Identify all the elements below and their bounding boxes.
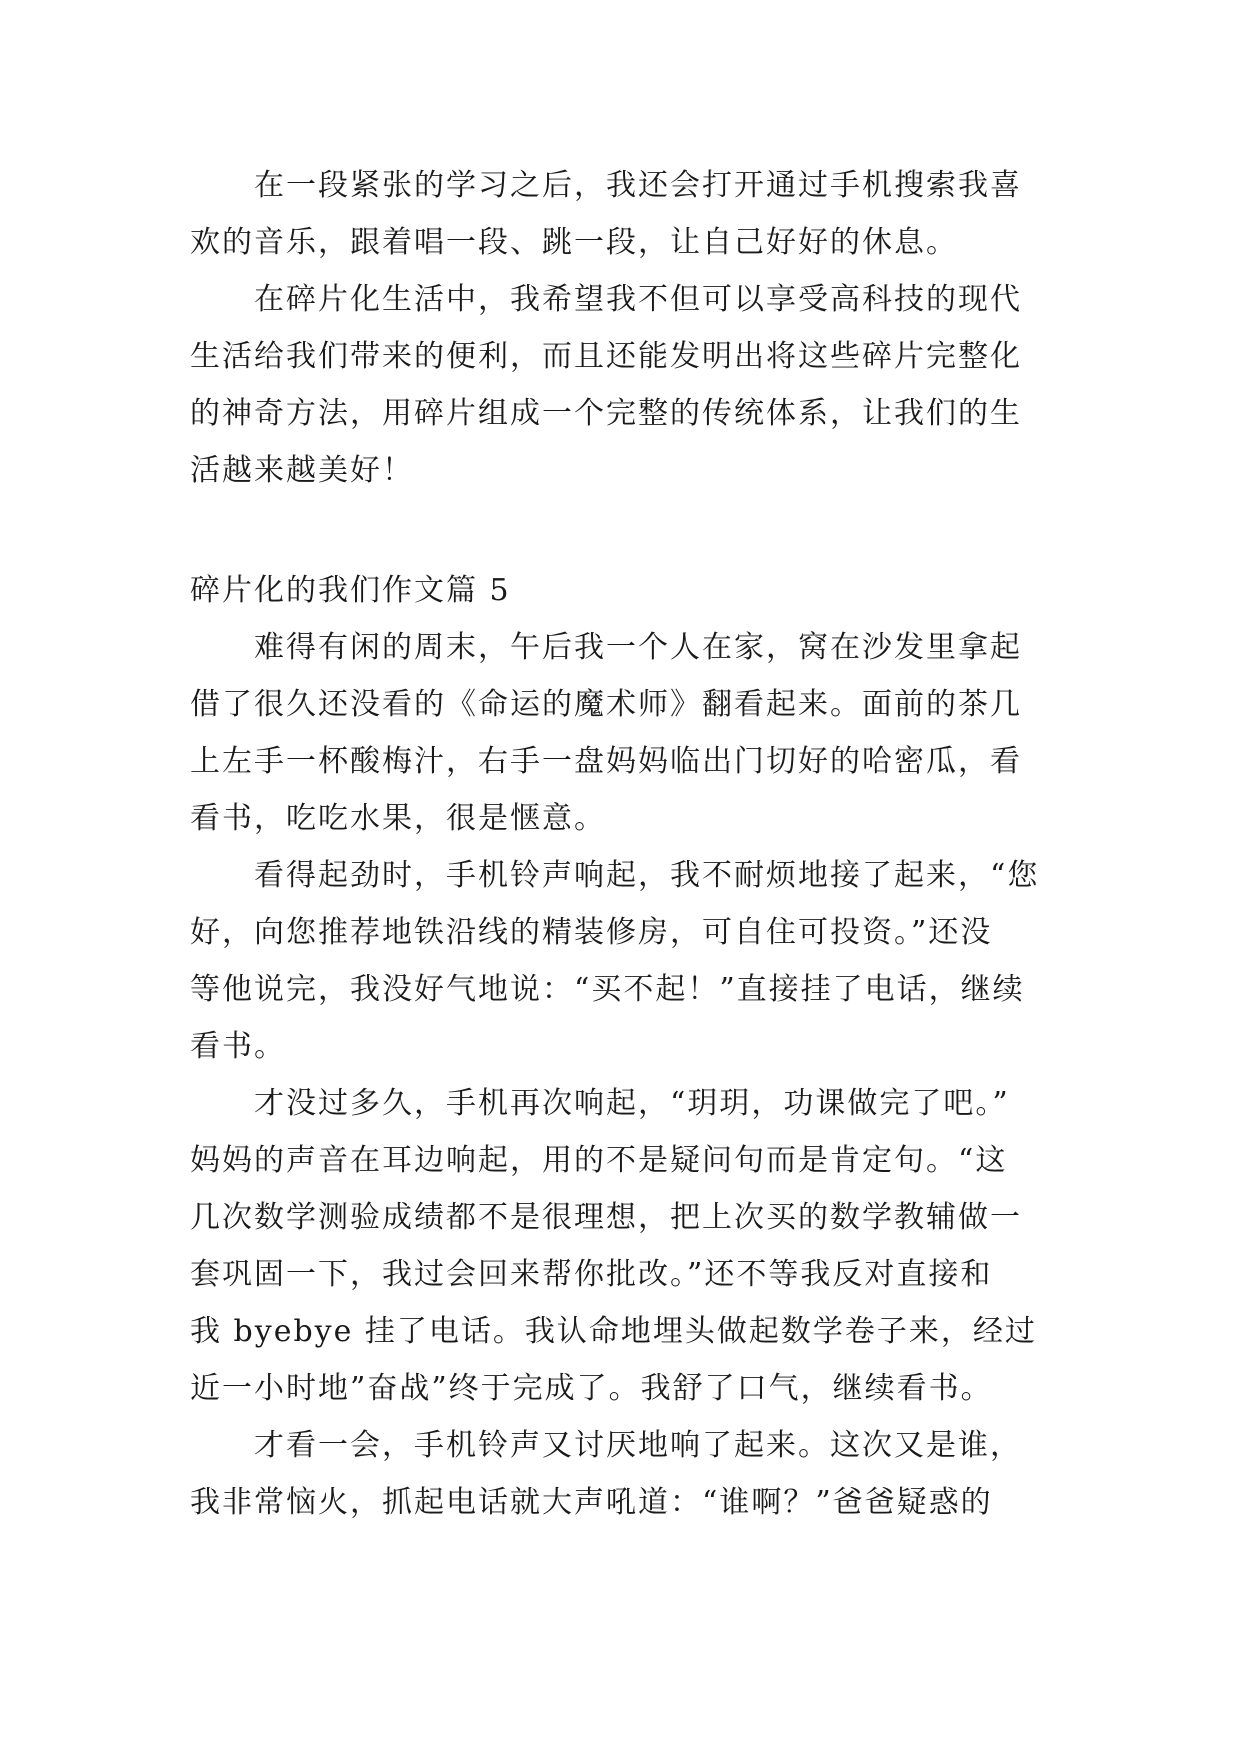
paragraph-6 bbox=[190, 1417, 1052, 1531]
paragraph-line: 的神奇方法，用碎片组成一个完整的传统体系，让我们的生 bbox=[190, 396, 1022, 431]
paragraph-line: 在一段紧张的学习之后，我还会打开通过手机搜索我喜 bbox=[254, 168, 1022, 203]
paragraph-line: 近一小时地”奋战”终于完成了。我舒了口气，继续看书。 bbox=[190, 1371, 993, 1406]
paragraph-line: 等他说完，我没好气地说：“买不起！”直接挂了电话，继续 bbox=[190, 972, 1025, 1007]
paragraph-5 bbox=[190, 1075, 1052, 1417]
paragraph-line: 好，向您推荐地铁沿线的精装修房，可自住可投资。”还没 bbox=[190, 915, 993, 950]
paragraph-4 bbox=[190, 847, 1052, 1075]
paragraph-line: 才看一会，手机铃声又讨厌地响了起来。这次又是谁， bbox=[254, 1428, 1022, 1463]
paragraph-line: 我 byebye 挂了电话。我认命地埋头做起数学卷子来，经过 bbox=[190, 1314, 1037, 1349]
paragraph-line: 看书。 bbox=[190, 1029, 286, 1064]
paragraph-line: 看得起劲时，手机铃声响起，我不耐烦地接了起来，“您 bbox=[254, 858, 1040, 893]
paragraph-3 bbox=[190, 619, 1052, 847]
paragraph-line: 在碎片化生活中，我希望我不但可以享受高科技的现代 bbox=[254, 282, 1022, 317]
paragraph-line: 妈妈的声音在耳边响起，用的不是疑问句而是肯定句。“这 bbox=[190, 1143, 1008, 1178]
paragraph-2 bbox=[190, 271, 1052, 499]
paragraph-line: 欢的音乐，跟着唱一段、跳一段，让自己好好的休息。 bbox=[190, 225, 958, 260]
paragraph-line: 套巩固一下，我过会回来帮你批改。”还不等我反对直接和 bbox=[190, 1257, 993, 1292]
paragraph-line: 活越来越美好！ bbox=[190, 453, 414, 488]
paragraph-1 bbox=[190, 157, 1052, 271]
paragraph-line: 我非常恼火，抓起电话就大声吼道：“谁啊？”爸爸疑惑的 bbox=[190, 1485, 993, 1520]
paragraph-line: 上左手一杯酸梅汁，右手一盘妈妈临出门切好的哈密瓜，看 bbox=[190, 744, 1022, 779]
paragraph-line: 才没过多久，手机再次响起，“玥玥，功课做完了吧。” bbox=[254, 1086, 1010, 1121]
paragraph-line: 看书，吃吃水果，很是惬意。 bbox=[190, 801, 606, 836]
paragraph-line: 生活给我们带来的便利，而且还能发明出将这些碎片完整化 bbox=[190, 339, 1022, 374]
paragraph-line: 借了很久还没看的《命运的魔术师》翻看起来。面前的茶几 bbox=[190, 687, 1022, 722]
section-heading: 碎片化的我们作文篇 5 bbox=[190, 573, 511, 608]
paragraph-line: 难得有闲的周末，午后我一个人在家，窝在沙发里拿起 bbox=[254, 630, 1022, 665]
paragraph-line: 几次数学测验成绩都不是很理想，把上次买的数学教辅做一 bbox=[190, 1200, 1022, 1235]
